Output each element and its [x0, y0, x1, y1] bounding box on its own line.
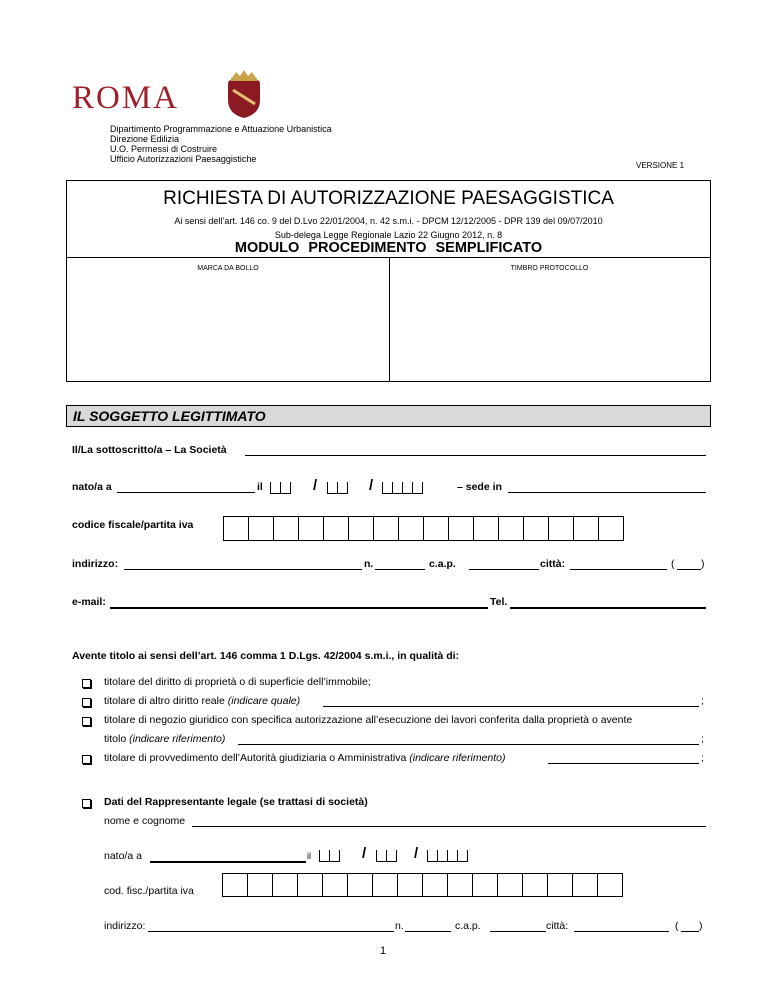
divider: [389, 257, 390, 381]
sede-label: – sede in: [457, 481, 502, 493]
rapp-cf-label: cod. fisc./partita iva: [104, 885, 194, 897]
option-negozio-giuridico: titolare di negozio giuridico con specifica autorizzazione all’esecuzione dei lavori conferita dalla proprietà o avente: [104, 714, 633, 726]
modulo-title: MODULO PROCEDIMENTO SEMPLIFICATO: [234, 240, 543, 256]
form-subtitle-1: Ai sensi dell’art. 146 co. 9 del D.Lvo 22/01/2004, n. 42 s.m.i. - DPCM 12/12/2005 - DPR 139 del 09/07/2010: [174, 216, 603, 226]
option-text: titolo: [104, 733, 127, 745]
email-field[interactable]: [110, 607, 488, 609]
tel-label: Tel.: [490, 596, 508, 608]
provvedimento-field[interactable]: [548, 763, 699, 764]
nome-cognome-label: nome e cognome: [104, 815, 186, 827]
rapp-nato-label: nato/a a: [104, 850, 142, 862]
rapp-cap-field[interactable]: [490, 931, 546, 932]
tel-field[interactable]: [510, 607, 706, 609]
logo-text: ROMA: [72, 80, 180, 116]
sede-field[interactable]: [508, 492, 706, 493]
checkbox-negozio-giuridico[interactable]: [82, 717, 91, 726]
citta-field[interactable]: [570, 569, 667, 570]
sottoscritto-label: Il/La sottoscritto/a – La Società: [72, 444, 227, 456]
roma-crest-icon: [222, 70, 266, 120]
il-label: il: [257, 481, 263, 493]
checkbox-provvedimento[interactable]: [82, 755, 91, 764]
nato-label: nato/a a: [72, 481, 112, 493]
checkbox-rappresentante[interactable]: [82, 799, 91, 808]
department-line: U.O. Permessi di Costruire: [110, 144, 218, 154]
rapp-il-label: il: [307, 851, 311, 861]
nome-cognome-field[interactable]: [192, 826, 706, 827]
marca-bollo-label: MARCA DA BOLLO: [197, 265, 259, 272]
citta-label: città:: [540, 558, 566, 570]
form-title: RICHIESTA DI AUTORIZZAZIONE PAESAGGISTICA: [163, 188, 614, 209]
rapp-month-field[interactable]: [376, 850, 397, 862]
email-label: e-mail:: [72, 596, 106, 608]
option-text: titolare di provvedimento dell’Autorità giudiziaria o Amministrativa: [104, 752, 407, 764]
semicolon: ;: [701, 733, 704, 745]
department-line: Dipartimento Programmazione e Attuazione Urbanistica: [110, 124, 332, 134]
negozio-riferimento-field[interactable]: [238, 744, 699, 745]
day-field[interactable]: [270, 482, 291, 494]
option-provvedimento: [104, 752, 506, 764]
provincia-field[interactable]: [677, 569, 701, 570]
indirizzo-label: indirizzo:: [72, 558, 119, 570]
year-field[interactable]: [382, 482, 423, 494]
option-diritto-reale: [104, 695, 300, 707]
department-line: Ufficio Autorizzazioni Paesaggistiche: [110, 154, 257, 164]
semicolon: ;: [701, 695, 704, 707]
form-subtitle-2: Sub-delega Legge Regionale Lazio 22 Giugno 2012, n. 8: [274, 230, 503, 240]
rapp-citta-label: città:: [546, 920, 569, 932]
diritto-reale-field[interactable]: [323, 706, 699, 707]
cap-label: c.a.p.: [429, 558, 456, 570]
rapp-nato-field[interactable]: [150, 861, 306, 863]
sottoscritto-field[interactable]: [245, 455, 706, 456]
section-header: IL SOGGETTO LEGITTIMATO: [66, 405, 711, 427]
option-hint: (indicare riferimento): [129, 733, 226, 745]
title-box: [66, 180, 711, 382]
checkbox-proprieta[interactable]: [82, 679, 91, 688]
option-text: titolare di altro diritto reale: [104, 695, 225, 707]
rapp-n-label: n.: [395, 920, 404, 932]
rapp-day-field[interactable]: [319, 850, 340, 862]
date-separator: /: [414, 845, 419, 862]
rappresentante-title: Dati del Rappresentante legale (se trattasi di società): [104, 796, 368, 808]
timbro-protocollo-label: TIMBRO PROTOCOLLO: [510, 265, 589, 272]
option-proprieta: titolare del diritto di proprietà o di superficie dell’immobile;: [104, 676, 371, 688]
rapp-indirizzo-field[interactable]: [148, 931, 394, 932]
page-number: 1: [380, 945, 387, 957]
rapp-civico-field[interactable]: [405, 931, 451, 932]
month-field[interactable]: [327, 482, 348, 494]
rapp-provincia-field[interactable]: [681, 931, 699, 932]
civico-field[interactable]: [375, 569, 425, 570]
cap-field[interactable]: [469, 569, 539, 570]
n-label: n.: [364, 558, 374, 570]
rapp-prov-close: ): [699, 920, 703, 932]
semicolon: ;: [701, 752, 704, 764]
rapp-cf-grid[interactable]: [222, 873, 623, 897]
avente-intro: Avente titolo ai sensi dell’art. 146 comma 1 D.Lgs. 42/2004 s.m.i., in qualità di:: [72, 650, 460, 662]
rapp-year-field[interactable]: [427, 850, 468, 862]
rapp-cap-label: c.a.p.: [455, 920, 481, 932]
checkbox-diritto-reale[interactable]: [82, 698, 91, 707]
date-separator: /: [369, 477, 374, 494]
prov-open: (: [671, 558, 675, 570]
rapp-citta-field[interactable]: [574, 931, 669, 932]
rapp-prov-open: (: [675, 920, 679, 932]
prov-close: ): [701, 558, 705, 570]
rapp-indirizzo-label: indirizzo:: [104, 920, 146, 932]
department-line: Direzione Edilizia: [110, 134, 180, 144]
nato-field[interactable]: [117, 492, 255, 493]
cf-grid[interactable]: [223, 516, 624, 541]
version-label: VERSIONE 1: [636, 161, 685, 170]
date-separator: /: [313, 477, 318, 494]
option-hint: (indicare riferimento): [409, 752, 506, 764]
indirizzo-field[interactable]: [124, 569, 362, 570]
date-separator: /: [362, 845, 367, 862]
department-block: [110, 124, 332, 164]
cf-label: codice fiscale/partita iva: [72, 519, 194, 531]
option-hint: (indicare quale): [227, 695, 301, 707]
option-negozio-cont: [104, 733, 225, 745]
